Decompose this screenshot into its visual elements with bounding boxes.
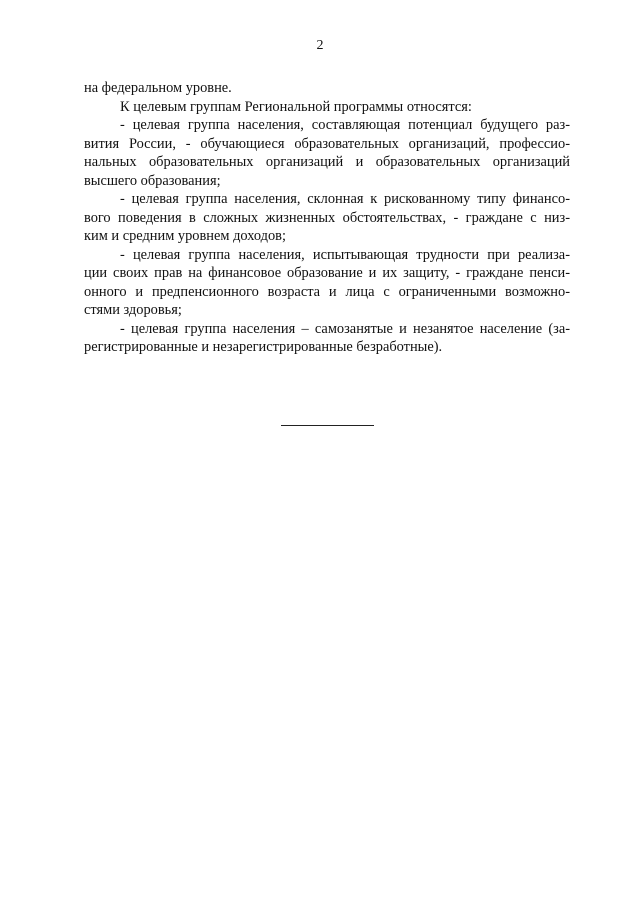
target-group-line: онного и предпенсионного возраста и лица с ограниченными возможно- [84, 283, 570, 300]
end-of-document-rule [281, 425, 374, 426]
lead-in-paragraph: К целевым группам Региональной программы относятся: [120, 98, 472, 115]
target-group-item [84, 116, 570, 190]
target-group-line: - целевая группа населения, составляющая потенциал будущего раз- [120, 117, 570, 133]
target-group-item [84, 246, 570, 320]
intro-line: на федеральном уровне. [84, 80, 232, 96]
page-number: 2 [316, 38, 324, 53]
target-group-line: ким и средним уровнем доходов; [84, 228, 286, 244]
target-group-line: - целевая группа населения – самозанятые и незанятое население (за- [120, 320, 570, 337]
target-group-line: нальных образовательных организаций и образовательных организаций [84, 154, 570, 170]
document-body [84, 79, 570, 357]
target-group-line: ции своих прав на финансовое образование и их защиту, - граждане пенси- [84, 265, 570, 281]
target-group-line: регистрированные и незарегистрированные безработные). [84, 339, 443, 355]
target-group-line: вого поведения в сложных жизненных обстоятельствах, - граждане с низ- [84, 209, 570, 226]
target-group-item [84, 320, 570, 357]
target-group-line: - целевая группа населения, склонная к рискованному типу финансо- [120, 191, 570, 207]
target-group-line: - целевая группа населения, испытывающая трудности при реализа- [120, 246, 570, 263]
target-group-line: стями здоровья; [84, 302, 182, 318]
target-group-line: вития России, - обучающиеся образовательных организаций, профессио- [84, 135, 570, 152]
target-group-line: высшего образования; [84, 172, 221, 189]
target-group-item [84, 190, 570, 246]
